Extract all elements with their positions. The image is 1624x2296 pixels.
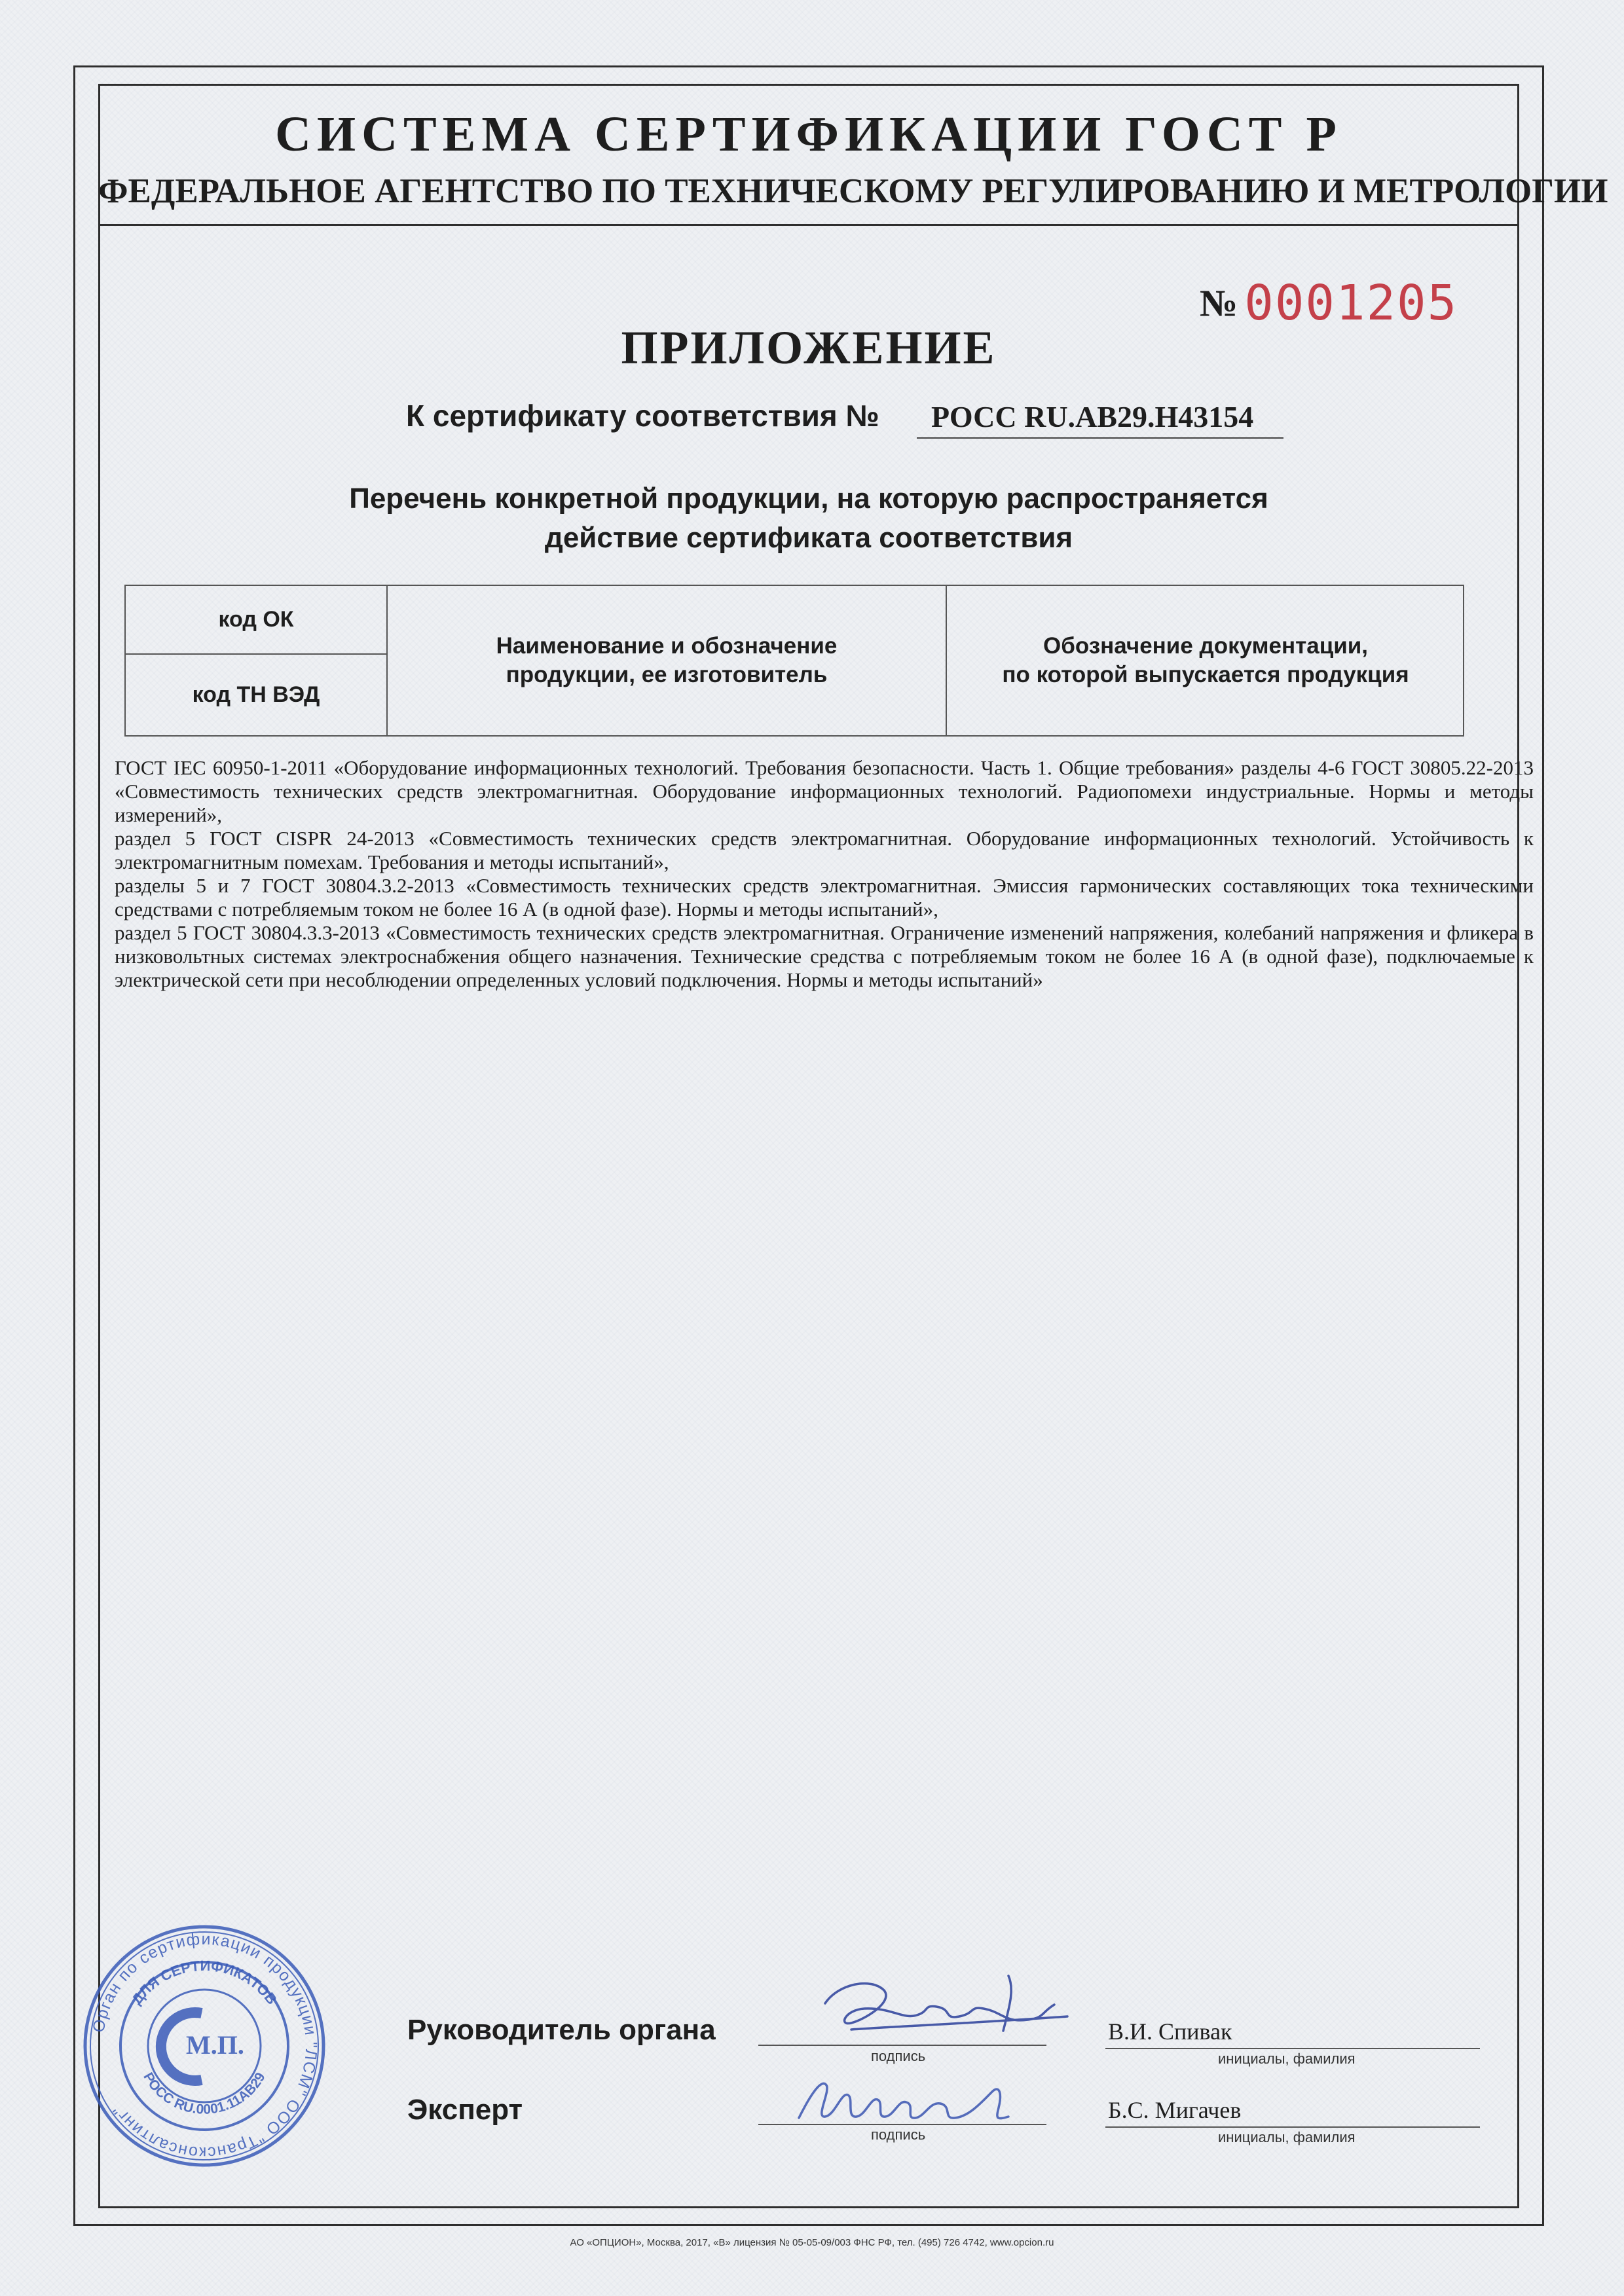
- product-name-header-line-2: продукции, ее изготовитель: [506, 662, 828, 687]
- expert-name-caption: инициалы, фамилия: [1218, 2129, 1356, 2145]
- head-signature-caption: подпись: [871, 2048, 926, 2064]
- standards-list: [115, 756, 1534, 992]
- product-name-header: [388, 586, 946, 735]
- agency-title: ФЕДЕРАЛЬНОЕ АГЕНТСТВО ПО ТЕХНИЧЕСКОМУ РЕГУЛИРОВАНИЮ И МЕТРОЛОГИИ: [98, 172, 1608, 210]
- stamp-seal-icon: [73, 1915, 335, 2177]
- header-divider: [98, 224, 1519, 226]
- expert-signature-caption: подпись: [871, 2126, 926, 2143]
- expert-role-label: Эксперт: [407, 2094, 523, 2126]
- printer-footer: АО «ОПЦИОН», Москва, 2017, «В» лицензия № 05-05-09/003 ФНС РФ, тел. (495) 726 4742, www.opcion.ru: [570, 2237, 1054, 2248]
- subtitle: [262, 479, 1356, 558]
- standard-entry: ГОСТ IEC 60950-1-2011 «Оборудование информационных технологий. Требования безопасности. Часть 1. Общие требования» разделы 4-6 ГОСТ 30805.22-2013 «Совместимость технических средств электромагнитная. Оборудование информационных технологий. Радиопомехи индустриальные. Нормы и методы измерений»,: [115, 756, 1534, 826]
- head-role-label: Руководитель органа: [407, 2014, 716, 2046]
- expert-name: Б.С. Мигачев: [1108, 2097, 1242, 2123]
- expert-name-line: [1105, 2126, 1480, 2128]
- header-table: [124, 585, 1464, 737]
- svg-text:Орган по сертификации продукци: Орган по сертификации продукции "ЛСМ" ООО "Трансконсалтинг": [89, 1929, 321, 2162]
- svg-text:РОСС RU.0001.11АВ29: РОСС RU.0001.11АВ29: [140, 2069, 268, 2117]
- certificate-number-underline: [917, 437, 1283, 439]
- standard-entry: раздел 5 ГОСТ 30804.3.3-2013 «Совместимость технических средств электромагнитная. Ограничение изменений напряжения, колебаний напряжения и фликера в низковольтных системах электроснабжения общего назначения. Технические средства с потребляемым током не более 16 А (в одной фазе), подключаемые к электрической сети при несоблюдении определенных условий подключения. Нормы и методы испытаний»: [115, 921, 1534, 991]
- head-name: В.И. Спивак: [1108, 2018, 1232, 2045]
- expert-signature-icon: [786, 2066, 1035, 2138]
- document-title: ПРИЛОЖЕНИЕ: [621, 321, 997, 374]
- head-signature-icon: [812, 1958, 1074, 2062]
- tn-ved-code-header: код ТН ВЭД: [192, 682, 320, 707]
- certificate-number: РОСС RU.АВ29.Н43154: [931, 400, 1254, 433]
- product-name-header-line-1: Наименование и обозначение: [496, 633, 838, 659]
- ok-code-header: код ОК: [218, 607, 294, 632]
- system-title: СИСТЕМА СЕРТИФИКАЦИИ ГОСТ Р: [275, 107, 1342, 162]
- standard-entry: раздел 5 ГОСТ CISPR 24-2013 «Совместимость технических средств электромагнитная. Оборудование информационных технологий. Устойчивость к электромагнитным помехам. Требования и методы испытаний»,: [115, 827, 1534, 873]
- certificate-label: К сертификату соответствия №: [406, 399, 879, 433]
- svg-text:ДЛЯ СЕРТИФИКАТОВ: ДЛЯ СЕРТИФИКАТОВ: [128, 1957, 281, 2008]
- subtitle-line-1: Перечень конкретной продукции, на которую распространяется: [349, 483, 1268, 515]
- number-sign: №: [1200, 282, 1238, 325]
- svg-text:М.П.: М.П.: [186, 2030, 244, 2060]
- form-number-value: 0001205: [1244, 275, 1458, 331]
- head-name-caption: инициалы, фамилия: [1218, 2050, 1356, 2067]
- head-name-line: [1105, 2048, 1480, 2049]
- subtitle-line-2: действие сертификата соответствия: [544, 522, 1073, 554]
- standard-entry: разделы 5 и 7 ГОСТ 30804.3.2-2013 «Совместимость технических средств электромагнитная. Эмиссия гармонических составляющих тока техническими средствами с потребляемым током не более 16 А (в одной фазе). Нормы и методы испытаний»,: [115, 874, 1534, 920]
- certification-body-stamp: [73, 1915, 335, 2180]
- documentation-header-line-1: Обозначение документации,: [1043, 633, 1368, 659]
- documentation-header: [947, 586, 1464, 735]
- documentation-header-line-2: по которой выпускается продукция: [1002, 662, 1409, 687]
